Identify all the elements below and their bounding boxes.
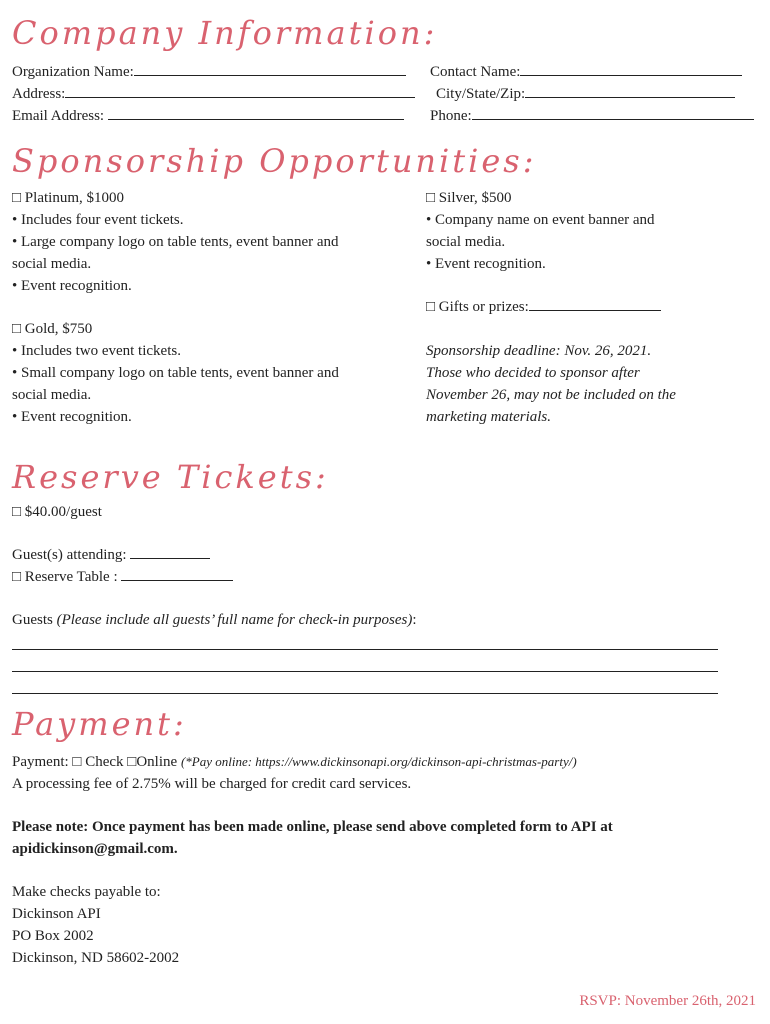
rsvp-date: RSVP: November 26th, 2021 (579, 993, 756, 1009)
address-row (12, 83, 415, 105)
organization-name-label: Organization Name: (12, 64, 134, 80)
city-state-zip: Dickinson, ND 58602-2002 (12, 950, 180, 966)
guests-names-label-row (12, 609, 417, 631)
list-item: • Event recognition. (12, 409, 132, 425)
payment-heading: Payment: (12, 705, 187, 743)
list-item: • Company name on event banner and (426, 212, 655, 228)
company-heading: Company Information: (12, 14, 438, 52)
payment-methods-row (12, 751, 577, 773)
deadline-line: Those who decided to sponsor after (426, 365, 640, 381)
platinum-checkbox[interactable]: □ Platinum, $1000 (12, 190, 124, 206)
list-item: social media. (426, 234, 506, 250)
checks-label: Make checks payable to: (12, 884, 161, 900)
address-label: Address: (12, 86, 66, 102)
silver-checkbox[interactable]: □ Silver, $500 (426, 190, 512, 206)
contact-name-row (430, 61, 742, 83)
tickets-heading: Reserve Tickets: (12, 458, 329, 496)
email-field[interactable] (108, 105, 404, 120)
address-field[interactable] (65, 83, 415, 98)
guest-names-line[interactable] (12, 671, 718, 672)
email-label: Email Address: (12, 108, 105, 124)
silver-option (426, 187, 756, 275)
gold-option (12, 318, 412, 428)
guests-note: (Please include all guests’ full name for check-in purposes) (56, 612, 413, 628)
processing-fee: A processing fee of 2.75% will be charged for credit card services. (12, 776, 412, 792)
organization-name-field[interactable] (134, 61, 406, 76)
online-payment-note: (*Pay online: https://www.dickinsonapi.org/dickinson-api-christmas-party/) (180, 754, 577, 769)
guests-attending-row (12, 544, 210, 566)
guest-names-line[interactable] (12, 649, 718, 650)
phone-field[interactable] (472, 105, 754, 120)
contact-name-label: Contact Name: (430, 64, 521, 80)
gold-checkbox[interactable]: □ Gold, $750 (12, 321, 93, 337)
platinum-option (12, 187, 412, 297)
deadline-line: November 26, may not be included on the (426, 387, 676, 403)
guests-colon: : (412, 612, 417, 628)
list-item: • Includes two event tickets. (12, 343, 181, 359)
list-item: social media. (12, 256, 92, 272)
deadline-line: marketing materials. (426, 409, 551, 425)
contact-name-field[interactable] (520, 61, 742, 76)
list-item: • Event recognition. (426, 256, 546, 272)
guest-names-line[interactable] (12, 693, 718, 694)
guests-attending-field[interactable] (130, 544, 210, 559)
mailing-address (12, 881, 179, 969)
payment-methods[interactable]: Payment: □ Check □Online (12, 754, 181, 770)
gifts-checkbox[interactable]: □ Gifts or prizes: (426, 299, 529, 315)
guests-label: Guests (12, 612, 57, 628)
payment-note-email: apidickinson@gmail.com. (12, 841, 178, 857)
gifts-row (426, 296, 661, 318)
po-box: PO Box 2002 (12, 928, 94, 944)
email-row (12, 105, 404, 127)
payee: Dickinson API (12, 906, 101, 922)
city-state-zip-row (436, 83, 735, 105)
sponsorship-deadline (426, 340, 756, 428)
reserve-table-checkbox[interactable]: □ Reserve Table : (12, 569, 118, 585)
list-item: • Large company logo on table tents, event banner and (12, 234, 339, 250)
phone-row (430, 105, 754, 127)
city-state-zip-field[interactable] (525, 83, 735, 98)
deadline-line: Sponsorship deadline: Nov. 26, 2021. (426, 343, 652, 359)
list-item: • Event recognition. (12, 278, 132, 294)
list-item: social media. (12, 387, 92, 403)
list-item: • Includes four event tickets. (12, 212, 184, 228)
organization-name-row (12, 61, 406, 83)
sponsorship-heading: Sponsorship Opportunities: (12, 142, 537, 180)
reserve-table-row (12, 566, 233, 588)
phone-label: Phone: (430, 108, 472, 124)
guests-attending-label: Guest(s) attending: (12, 547, 127, 563)
reserve-table-field[interactable] (121, 566, 233, 581)
gifts-field[interactable] (529, 296, 661, 311)
city-state-zip-label: City/State/Zip: (436, 86, 526, 102)
payment-note-line: Please note: Once payment has been made online, please send above completed form to API at (12, 819, 613, 835)
list-item: • Small company logo on table tents, event banner and (12, 365, 339, 381)
ticket-price-checkbox[interactable]: □ $40.00/guest (12, 504, 102, 520)
